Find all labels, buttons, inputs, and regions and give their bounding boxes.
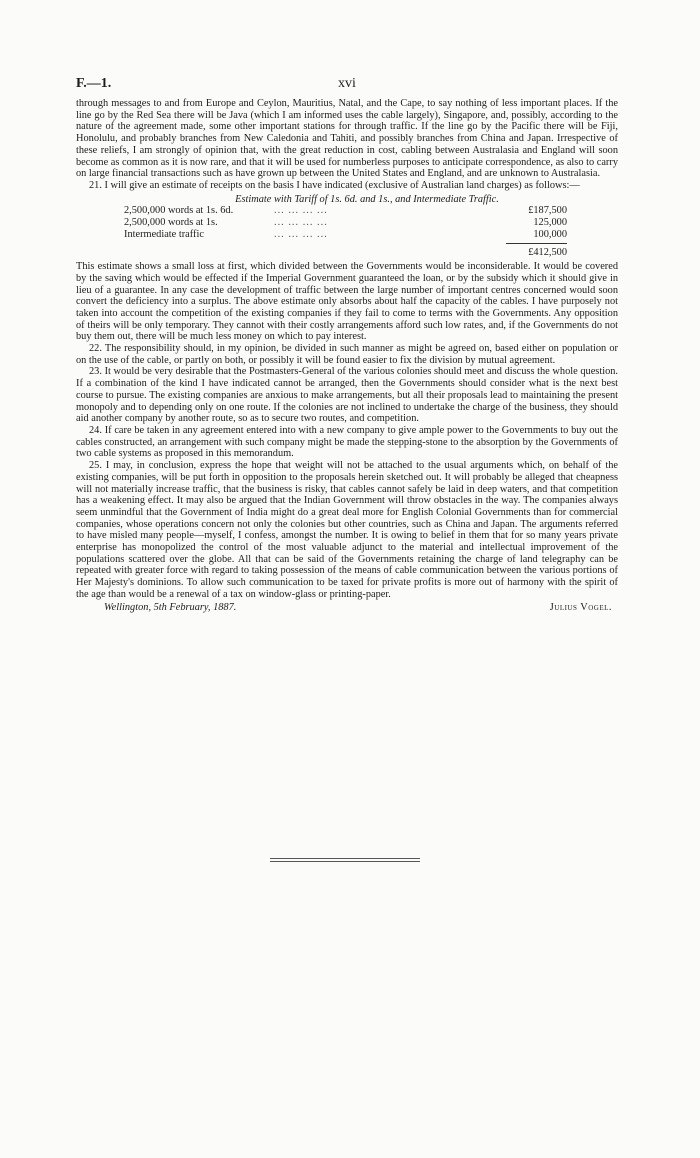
page-header bbox=[76, 76, 618, 98]
estimate-label: Intermediate traffic bbox=[124, 228, 204, 240]
paragraph-25: 25. I may, in conclusion, express the hope that weight will not be attached to the usual arguments which, on behalf of the existing companies, will be put forth in opposition to the proposals herein sketched out. It will probably be alleged that cheapness will not materially increase traffic, that the business is risky, that cables cannot safely be laid in deep waters, and that competition has a weakening effect. It may also be argued that the Indian Government will throw obstacles in the way. The companies always seem unmindful that the Government of India might do a great deal more for English Colonial Governments than for commercial companies, whose operations concern not only the colonies but other countries, such as China and Japan. The arguments referred to have misled many people—myself, I confess, amongst the number. It is owing to belief in them that for so many years private enterprise has monopolized the control of the most valuable adjunct to the material and intellectual improvement of the populations scattered over the globe. All that can be said of the Governments retaining the charge of land telegraphy can be repeated with greater force with regard to taking possession of the means of cable communication between the various portions of Her Majesty's dominions. To allow such communication to be taxed for private profits is more out of harmony with the spirit of the age than would be a renewal of a tax on window-glass or printing-paper. bbox=[76, 460, 618, 600]
estimate-amount: £187,500 bbox=[528, 205, 567, 217]
leader-dots: ... ... ... ... bbox=[274, 205, 328, 217]
leader-dots: ... ... ... ... bbox=[274, 217, 328, 229]
total-rule bbox=[506, 243, 567, 244]
document-page bbox=[76, 76, 618, 616]
estimate-total: £412,500 bbox=[528, 247, 567, 259]
estimate-label: 2,500,000 words at 1s. 6d. bbox=[124, 205, 234, 217]
paragraph-after-estimate: This estimate shows a small loss at first, which divided between the Governments would be inconsiderable. It would be covered by the saving which would be effected if the Imperial Government guaranteed the loan, or by the subsidy which it should give in lieu of a guarantee. In any case the development of traffic between the large number of important centres concerned would soon convert the deficiency into a surplus. The above estimate only absorbs about half the capacity of the cables. I have purposely not taken into account the competition of the existing companies if they fail to come to terms with the Governments. Any opposition of theirs will be only temporary. They cannot with their costly arrangements afford such low rates, and, if the Governments do not buy them out, there will be much less money on which to pay interest. bbox=[76, 261, 618, 343]
table-row bbox=[124, 205, 567, 217]
estimate-amount: 125,000 bbox=[533, 217, 567, 229]
estimate-title: Estimate with Tariff of 1s. 6d. and 1s., and Intermediate Traffic. bbox=[235, 193, 499, 205]
rule-line bbox=[270, 861, 420, 862]
closing-double-rule bbox=[270, 858, 420, 864]
paragraph-continued: through messages to and from Europe and Ceylon, Mauritius, Natal, and the Cape, to say nothing of less important places. If the line go by the Red Sea there will be Java (which I am informed uses the cable largely), Singapore, and, possibly, according to the nature of the agreement made, some other important stations for through traffic. If the line go by the Pacific there will be Fiji, Honolulu, and probably branches from New Caledonia and Tahiti, and possibly branches from China and Japan. Irrespective of these reliefs, I am strongly of opinion that, with the great reduction in cost, cabling between Australasia and England will soon become as common as it is now rare, and that it will be used for numberless purposes to anticipate correspondence, as also to carry on large financial transactions such as have grown up between the United States and England, and are unknown to Australasia. bbox=[76, 98, 618, 180]
estimate-amount: 100,000 bbox=[533, 228, 567, 240]
signature-line bbox=[76, 602, 618, 616]
table-row bbox=[124, 217, 567, 229]
signatory-name: Julius Vogel. bbox=[549, 601, 612, 613]
page-number: xvi bbox=[338, 76, 356, 91]
leader-dots: ... ... ... ... bbox=[274, 228, 328, 240]
paragraph-22: 22. The responsibility should, in my opinion, be divided in such manner as might be agreed on, based either on population or on the use of the cable, or partly on both, or possibly it will be found easier to fix the division by mutual agreement. bbox=[76, 343, 618, 366]
paragraph-24: 24. If care be taken in any agreement entered into with a new company to give ample power to the Governments to buy out the cables constructed, an arrangement with such company might be made the stepping-stone to the absorption by the Governments of two cable systems as proposed in this memorandum. bbox=[76, 424, 618, 460]
table-row bbox=[124, 229, 567, 241]
place-date: Wellington, 5th February, 1887. bbox=[104, 601, 237, 613]
estimate-table bbox=[124, 205, 567, 240]
estimate-label: 2,500,000 words at 1s. bbox=[124, 217, 218, 229]
paragraph-21: 21. I will give an estimate of receipts on the basis I have indicated (exclusive of Australian land charges) as follows:— bbox=[89, 179, 580, 191]
report-reference: F.—1. bbox=[76, 76, 112, 91]
rule-line bbox=[270, 858, 420, 859]
paragraph-23: 23. It would be very desirable that the Postmasters-General of the various colonies should meet and discuss the whole question. If a combination of the kind I have indicated cannot be arranged, then the Governments should consider what is the next best course to pursue. The existing companies are anxious to make arrangements, but all their proposals lead to maintaining the present monopoly and to depending only on one route. If the colonies are not inclined to undertake the charge of the business, they should aid another company by another route, so as to secure two routes, and competition. bbox=[76, 366, 618, 425]
